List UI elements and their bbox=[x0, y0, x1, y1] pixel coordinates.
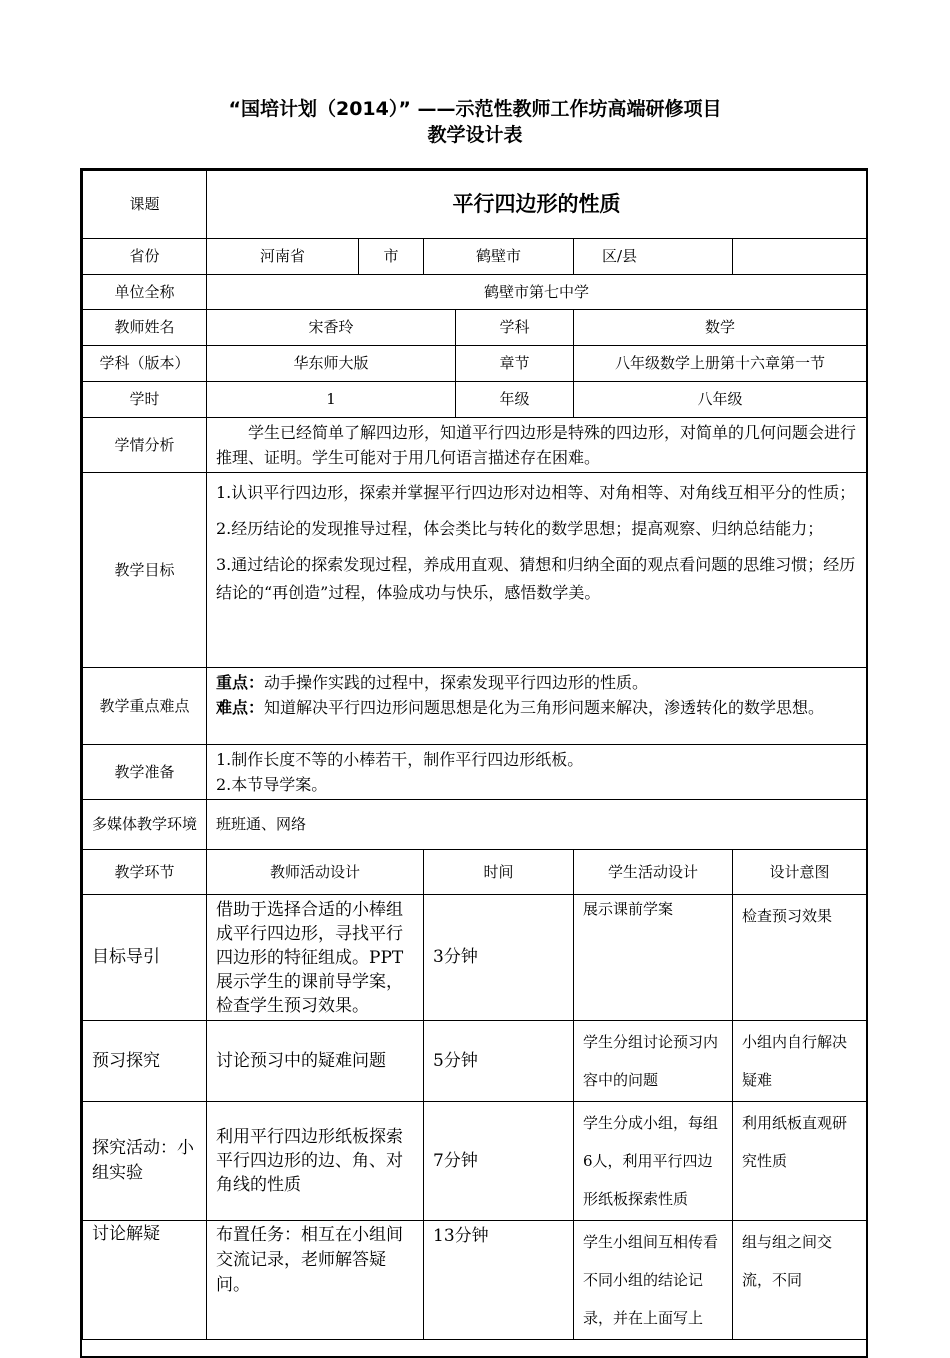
process-header-student: 学生活动设计 bbox=[574, 850, 733, 895]
goal-item-1: 1.认识平行四边形，探索并掌握平行四边形对边相等、对角相等、对角线互相平分的性质； bbox=[216, 483, 856, 502]
difficult-point-text: 知道解决平行四边形问题思想是化为三角形问题来解决，渗透转化的数学思想。 bbox=[264, 698, 825, 717]
process-time: 13分钟 bbox=[424, 1221, 574, 1340]
province-value: 河南省 bbox=[207, 239, 359, 275]
grade-value: 八年级 bbox=[574, 382, 867, 418]
process-stage: 目标导引 bbox=[83, 895, 207, 1021]
process-header-time-text: 时间 bbox=[483, 862, 514, 881]
process-stage: 预习探究 bbox=[83, 1021, 207, 1102]
row-analysis bbox=[83, 418, 867, 473]
analysis-text: 学生已经简单了解四边形，知道平行四边形是特殊的四边形，对简单的几何问题会进行推理、证明。学生可能对于用几何语言描述存在困难。 bbox=[207, 418, 867, 473]
difficult-point-tag: 难点： bbox=[216, 698, 265, 717]
process-student-activity: 学生分组讨论预习内容中的问题 bbox=[574, 1021, 733, 1102]
analysis-label: 学情分析 bbox=[83, 418, 207, 473]
row-edition bbox=[83, 346, 867, 382]
process-teacher-activity: 讨论预习中的疑难问题 bbox=[207, 1021, 424, 1102]
process-student-activity: 学生分成小组，每组6人，利用平行四边形纸板探索性质 bbox=[574, 1102, 733, 1221]
process-header-stage: 教学环节 bbox=[83, 850, 207, 895]
teacher-value: 宋香玲 bbox=[207, 310, 456, 346]
process-intent: 利用纸板直观研究性质 bbox=[733, 1102, 867, 1221]
city-label: 市 bbox=[359, 239, 424, 275]
key-points-content bbox=[207, 668, 867, 745]
process-time: 5分钟 bbox=[424, 1021, 574, 1102]
media-value: 班班通、网络 bbox=[207, 800, 867, 850]
preparation-item-2: 2.本节导学案。 bbox=[216, 775, 328, 794]
key-point-line bbox=[216, 670, 857, 695]
process-student-activity: 展示课前学案 bbox=[574, 895, 733, 1021]
process-teacher-activity: 借助于选择合适的小棒组成平行四边形，寻找平行四边形的特征组成。PPT展示学生的课前导学案，检查学生预习效果。 bbox=[207, 895, 424, 1021]
preparation-label: 教学准备 bbox=[83, 745, 207, 800]
process-time: 7分钟 bbox=[424, 1102, 574, 1221]
key-points-label: 教学重点难点 bbox=[83, 668, 207, 745]
key-point-text: 动手操作实践的过程中，探索发现平行四边形的性质。 bbox=[264, 673, 649, 692]
media-label: 多媒体教学环境 bbox=[83, 800, 207, 850]
city-value: 鹤壁市 bbox=[424, 239, 574, 275]
process-stage: 探究活动：小组实验 bbox=[83, 1102, 207, 1221]
difficult-point-line bbox=[216, 695, 857, 720]
table-row bbox=[83, 895, 867, 1021]
key-point-tag: 重点： bbox=[216, 673, 265, 692]
school-label: 单位全称 bbox=[83, 275, 207, 310]
district-value bbox=[733, 239, 867, 275]
topic-value: 平行四边形的性质 bbox=[207, 171, 867, 239]
row-location bbox=[83, 239, 867, 275]
school-value: 鹤壁市第七中学 bbox=[207, 275, 867, 310]
edition-label: 学科（版本） bbox=[83, 346, 207, 382]
teacher-label: 教师姓名 bbox=[83, 310, 207, 346]
process-teacher-activity: 利用平行四边形纸板探索平行四边形的边、角、对角线的性质 bbox=[207, 1102, 424, 1221]
process-intent: 组与组之间交流，不同 bbox=[733, 1221, 867, 1340]
process-header-intent: 设计意图 bbox=[733, 850, 867, 895]
document-subtitle: 教学设计表 bbox=[427, 124, 523, 146]
row-hours bbox=[83, 382, 867, 418]
preparation-item-1: 1.制作长度不等的小棒若干，制作平行四边形纸板。 bbox=[216, 750, 584, 769]
row-goals bbox=[83, 473, 867, 668]
subject-label: 学科 bbox=[456, 310, 574, 346]
table-row bbox=[83, 1221, 867, 1340]
subject-value: 数学 bbox=[574, 310, 867, 346]
process-header-row bbox=[83, 850, 867, 895]
goal-item-2: 2.经历结论的发现推导过程，体会类比与转化的数学思想；提高观察、归纳总结能力； bbox=[216, 519, 824, 538]
process-student-activity: 学生小组间互相传看不同小组的结论记录，并在上面写上 bbox=[574, 1221, 733, 1340]
row-preparation bbox=[83, 745, 867, 800]
table-row bbox=[83, 1021, 867, 1102]
district-label: 区/县 bbox=[574, 239, 733, 275]
hours-label: 学时 bbox=[83, 382, 207, 418]
process-time: 3分钟 bbox=[424, 895, 574, 1021]
row-school bbox=[83, 275, 867, 310]
row-teacher bbox=[83, 310, 867, 346]
process-header-time bbox=[424, 850, 574, 895]
topic-label: 课题 bbox=[83, 171, 207, 239]
province-label: 省份 bbox=[83, 239, 207, 275]
table-row bbox=[83, 1102, 867, 1221]
chapter-label: 章节 bbox=[456, 346, 574, 382]
goal-item-3: 3.通过结论的探索发现过程，养成用直观、猜想和归纳全面的观点看问题的思维习惯；经历结论的“再创造”过程，体验成功与快乐，感悟数学美。 bbox=[216, 555, 856, 602]
row-topic bbox=[83, 171, 867, 239]
edition-value: 华东师大版 bbox=[207, 346, 456, 382]
goals-label: 教学目标 bbox=[83, 473, 207, 668]
document-title: “国培计划（2014）” ——示范性教师工作坊高端研修项目 bbox=[228, 98, 722, 120]
row-media bbox=[83, 800, 867, 850]
grade-label: 年级 bbox=[456, 382, 574, 418]
goals-list bbox=[207, 473, 867, 668]
process-intent: 检查预习效果 bbox=[733, 895, 867, 1021]
chapter-value: 八年级数学上册第十六章第一节 bbox=[574, 346, 867, 382]
hours-value: 1 bbox=[207, 382, 456, 418]
row-key-points bbox=[83, 668, 867, 745]
process-teacher-activity: 布置任务：相互在小组间交流记录，老师解答疑问。 bbox=[207, 1221, 424, 1340]
lesson-design-table bbox=[82, 170, 867, 1340]
process-header-teacher: 教师活动设计 bbox=[207, 850, 424, 895]
process-intent: 小组内自行解决疑难 bbox=[733, 1021, 867, 1102]
process-stage: 讨论解疑 bbox=[83, 1221, 207, 1340]
preparation-content bbox=[207, 745, 867, 800]
